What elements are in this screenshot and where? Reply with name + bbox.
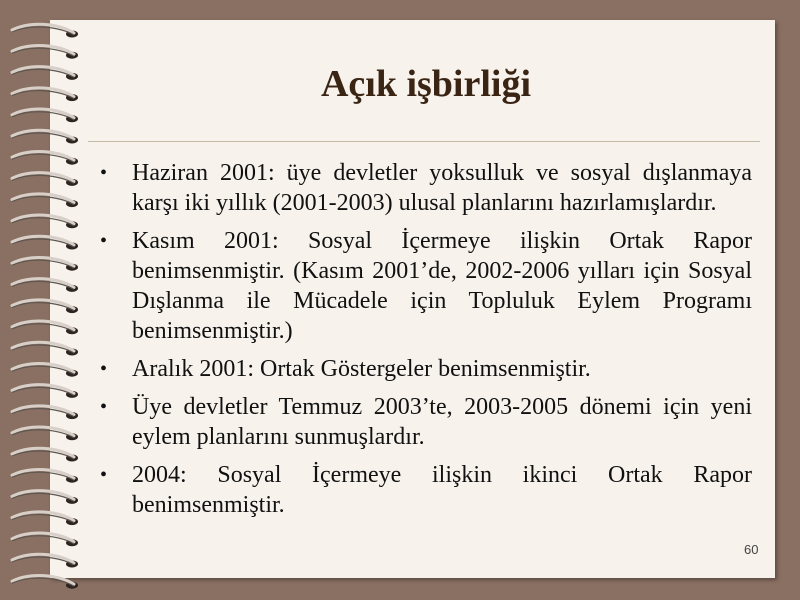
bullet-item-4 xyxy=(96,392,752,452)
bullet-item-2 xyxy=(96,226,752,346)
bullet-item-3 xyxy=(96,354,752,384)
bullet-text-5: 2004: Sosyal İçermeye ilişkin ikinci Ortak Rapor benimsenmiştir. xyxy=(132,462,752,518)
bullet-list xyxy=(96,158,752,528)
bullet-dot-icon: • xyxy=(100,464,108,486)
bullet-text-1: Haziran 2001: üye devletler yoksulluk ve sosyal dışlanmaya karşı iki yıllık (2001-2003) ulusal planlarını hazırlamışlardır. xyxy=(132,160,752,216)
bullet-text-2: Kasım 2001: Sosyal İçermeye ilişkin Ortak Rapor benimsenmiştir. (Kasım 2001’de, 2002-2006 yılları için Sosyal Dışlanma ile Mücadele için Topluluk Eylem Programı benimsenmiştir.) xyxy=(132,228,752,344)
bullet-text-4: Üye devletler Temmuz 2003’te, 2003-2005 dönemi için yeni eylem planlarını sunmuşlardır. xyxy=(132,394,752,450)
slide-title: Açık işbirliği xyxy=(320,63,532,105)
bullet-item-1 xyxy=(96,158,752,218)
page-number: 60 xyxy=(744,542,759,557)
bullet-dot-icon: • xyxy=(100,396,108,418)
bullet-dot-icon: • xyxy=(100,230,108,252)
bullet-dot-icon: • xyxy=(100,162,108,184)
bullet-text-3: Aralık 2001: Ortak Göstergeler benimsenmiştir. xyxy=(132,356,591,382)
bullet-item-5 xyxy=(96,460,752,520)
title-divider xyxy=(88,141,760,142)
bullet-dot-icon: • xyxy=(100,358,108,380)
